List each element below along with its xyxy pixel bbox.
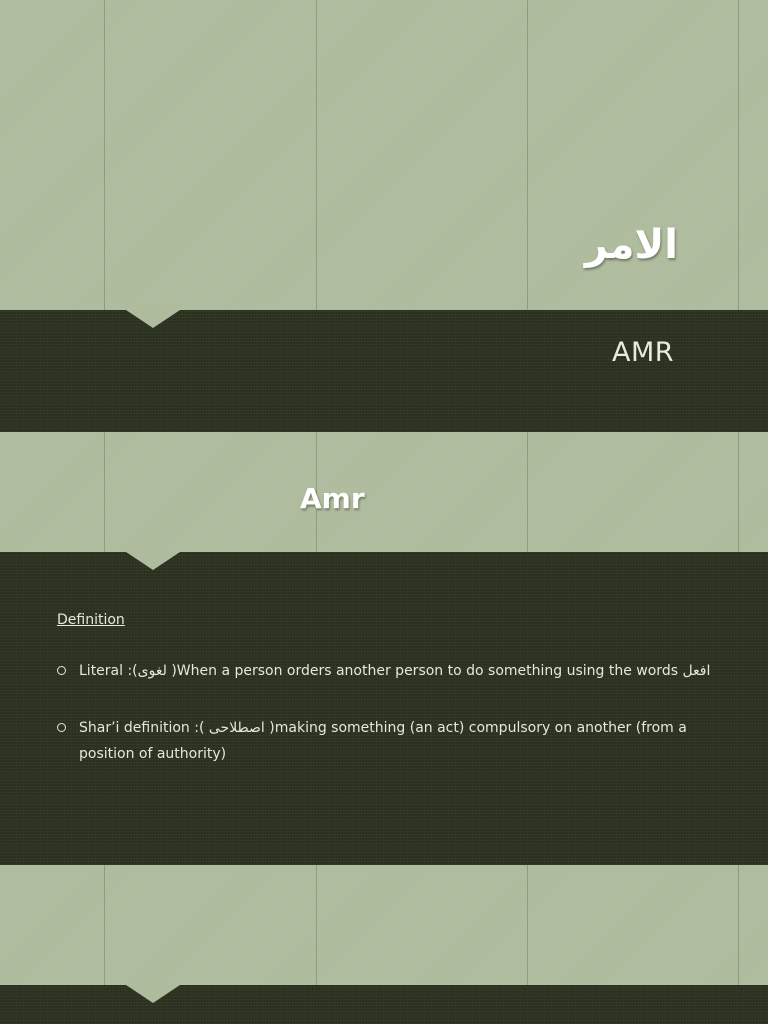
slide3-content-area [0, 985, 768, 1024]
slide3-title-area [0, 865, 768, 985]
slide1-subtitle-band [0, 310, 768, 432]
bullet-circle-icon [57, 666, 66, 675]
slide1-notch-decoration [126, 310, 180, 328]
bullet-circle-icon [57, 723, 66, 732]
slide2-title-area [0, 432, 768, 552]
slide1-subtitle: AMR [611, 337, 674, 368]
slide2-content-area [0, 552, 768, 865]
bullet-item-shari [57, 715, 717, 767]
slide2-title: Amr [300, 482, 365, 515]
bullet-item-literal [57, 658, 717, 684]
slide1-title: الامر [584, 222, 678, 268]
bullet-text: Literal :(لغوی )When a person orders another person to do something using the words افعل [79, 663, 711, 679]
slide2-notch-decoration [126, 552, 180, 570]
bullet-text: Shar’i definition :( اصطلاحی )making something (an act) compulsory on another (from a position of authority) [79, 720, 687, 762]
definition-heading: Definition [57, 612, 125, 628]
slide3-notch-decoration [126, 985, 180, 1003]
